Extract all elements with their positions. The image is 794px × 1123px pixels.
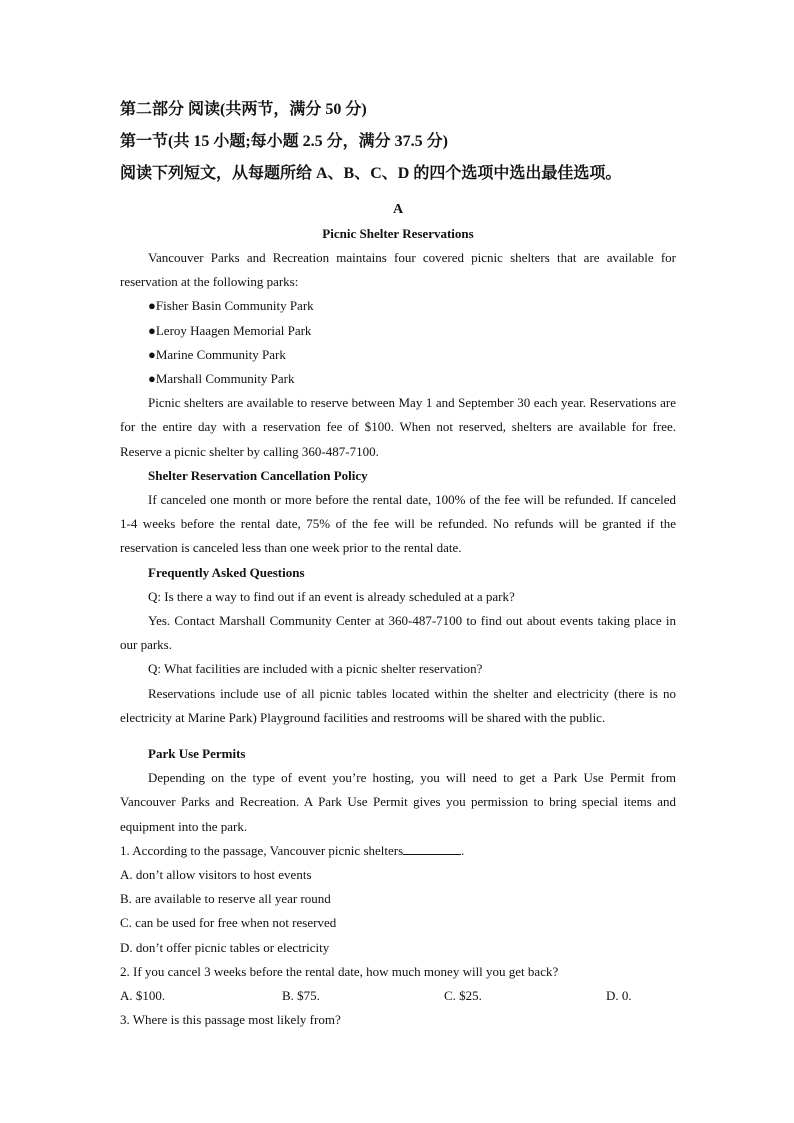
availability-paragraph: Picnic shelters are available to reserve between May 1 and September 30 each year. Reservations are for the entire day with a reservation fee of $100. When not reserved, shelters are available for free. Reserve a picnic shelter by calling 360-487-7100. bbox=[120, 395, 676, 459]
question-1-option-b: B. are available to reserve all year round bbox=[120, 891, 331, 907]
instruction: 阅读下列短文，从每题所给 A、B、C、D 的四个选项中选出最佳选项。 bbox=[120, 165, 622, 182]
passage-title: Picnic Shelter Reservations bbox=[322, 226, 474, 241]
park-list-item: ●Leroy Haagen Memorial Park bbox=[148, 322, 312, 338]
question-2-option-a: A. $100. bbox=[120, 988, 166, 1004]
question-1-option-d: D. don’t offer picnic tables or electricity bbox=[120, 939, 330, 955]
faq-answer-1: Yes. Contact Marshall Community Center at 360-487-7100 to find out about events taking place in our parks. bbox=[120, 613, 676, 653]
faq-answer-2: Reservations include use of all picnic tables located within the shelter and electricity (there is no electricity at Marine Park) Playground facilities and restrooms will be shared with the public. bbox=[120, 685, 676, 725]
park-list-item: ●Marshall Community Park bbox=[148, 371, 295, 387]
permit-paragraph: Depending on the type of event you’re hosting, you will need to get a Park Use Permit from Vancouver Parks and Recreation. A Park Use Permit gives you permission to bring special items and equipment into the park. bbox=[120, 770, 676, 834]
question-1-period: . bbox=[461, 842, 465, 858]
question-1 bbox=[120, 839, 676, 863]
park-list-item: ●Fisher Basin Community Park bbox=[148, 298, 314, 314]
question-1-option-c: C. can be used for free when not reserved bbox=[120, 915, 337, 931]
part-heading: 第二部分 阅读(共两节，满分 50 分) bbox=[120, 101, 367, 118]
question-2-option-d: D. 0. bbox=[606, 988, 632, 1004]
faq-question-1: Q: Is there a way to find out if an event is already scheduled at a park? bbox=[148, 588, 515, 604]
cancellation-paragraph: If canceled one month or more before the rental date, 100% of the fee will be refunded. If canceled 1-4 weeks before the rental date, 75% of the fee will be refunded. No refunds will be granted if the reservation is canceled less than one week prior to the rental date. bbox=[120, 492, 676, 556]
answer-blank bbox=[403, 842, 461, 855]
park-list-item: ●Marine Community Park bbox=[148, 346, 286, 362]
faq-question-2: Q: What facilities are included with a picnic shelter reservation? bbox=[148, 661, 483, 677]
cancellation-heading: Shelter Reservation Cancellation Policy bbox=[148, 467, 368, 483]
section-heading: 第一节(共 15 小题;每小题 2.5 分，满分 37.5 分) bbox=[120, 133, 448, 150]
question-3-stem: 3. Where is this passage most likely from? bbox=[120, 1012, 341, 1028]
passage-letter: A bbox=[392, 202, 404, 217]
question-2-option-b: B. $75. bbox=[282, 988, 320, 1004]
question-2-option-c: C. $25. bbox=[444, 988, 482, 1004]
intro-paragraph: Vancouver Parks and Recreation maintains four covered picnic shelters that are available for reservation at the following parks: bbox=[120, 250, 676, 290]
question-2-stem: 2. If you cancel 3 weeks before the rental date, how much money will you get back? bbox=[120, 963, 559, 979]
question-1-option-a: A. don’t allow visitors to host events bbox=[120, 867, 312, 883]
exam-page bbox=[120, 94, 676, 1033]
faq-heading: Frequently Asked Questions bbox=[148, 564, 305, 580]
permit-heading: Park Use Permits bbox=[148, 746, 246, 762]
question-2-options bbox=[120, 984, 676, 1008]
question-1-stem: 1. According to the passage, Vancouver picnic shelters bbox=[120, 842, 404, 858]
